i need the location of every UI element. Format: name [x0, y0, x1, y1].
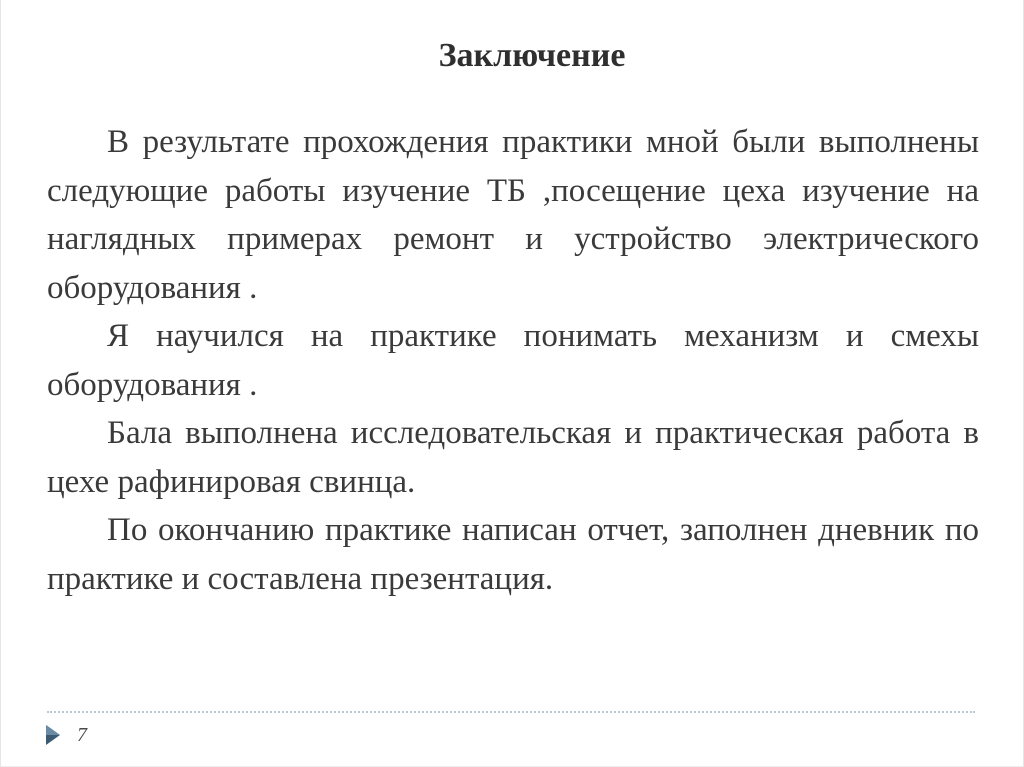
slide-body [47, 118, 979, 603]
slide-title: Заключение [438, 37, 626, 74]
page-number: 7 [77, 724, 87, 746]
footer-divider [47, 711, 975, 713]
triangle-right-icon [45, 724, 61, 746]
paragraph-4: По окончанию практике написан отчет, заполнен дневник по практике и составлена презентация. [47, 512, 979, 597]
paragraph-1: В результате прохождения практики мной были выполнены следующие работы изучение ТБ ,посещение цеха изучение на наглядных примерах ремонт и устройство электрического оборудования . [47, 124, 979, 306]
paragraph-2: Я научился на практике понимать механизм и смехы оборудования . [47, 318, 979, 403]
paragraph-3: Бала выполнена исследовательская и практическая работа в цехе рафинировая свинца. [47, 415, 979, 500]
